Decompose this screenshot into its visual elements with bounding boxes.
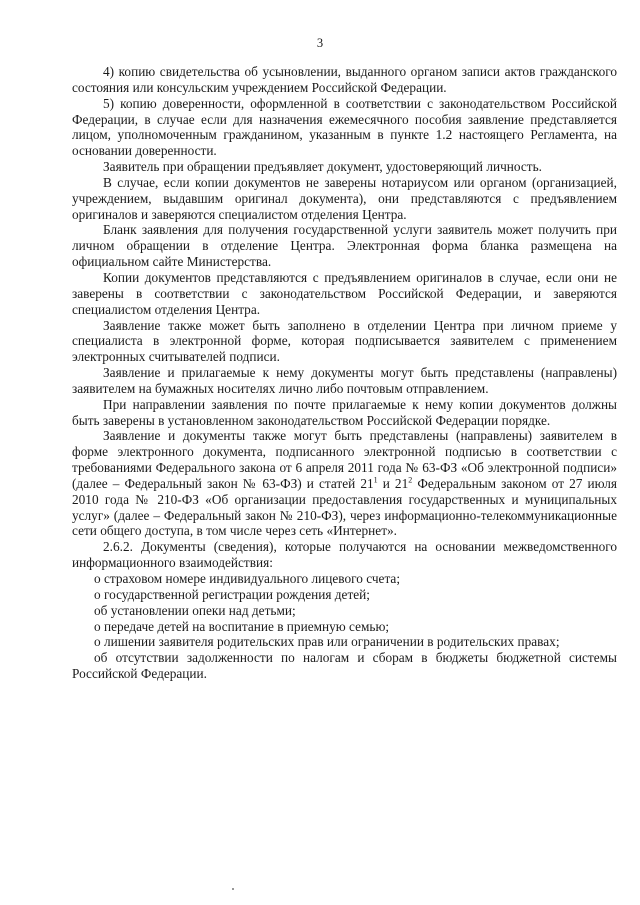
- superscript-2: 2: [408, 475, 413, 485]
- list-item-tax-debts: об отсутствии задолженности по налогам и сборам в бюджеты бюджетной системы Российской Федерации.: [72, 650, 617, 682]
- list-item-birth-registration: о государственной регистрации рождения детей;: [94, 586, 370, 602]
- section-2-6-2-heading: 2.6.2. Документы (сведения), которые получаются на основании межведомственного информационного взаимодействия:: [72, 539, 617, 571]
- paragraph-identity-document: Заявитель при обращении предъявляет документ, удостоверяющий личность.: [103, 159, 542, 175]
- paragraph-electronic-document: [72, 428, 617, 539]
- document-body: [72, 64, 617, 682]
- page-number: 3: [316, 36, 324, 50]
- paragraph-paper-submission: Заявление и прилагаемые к нему документы могут быть представлены (направлены) заявителем на бумажных носителях лично либо почтовым отправлением.: [72, 365, 617, 396]
- list-item-guardianship: об установлении опеки над детьми;: [94, 602, 296, 618]
- paragraph-power-of-attorney: 5) копию доверенности, оформленной в соответствии с законодательством Российской Федерации, в случае если для назначения ежемесячного пособия заявление представляется лицом, уполномоченным гражданином, указанным в пункте 1.2 настоящего Регламента, на основании доверенности.: [72, 95, 617, 159]
- paragraph-postal-submission: При направлении заявления по почте прилагаемые к нему копии документов должны быть заверены в установленном законодательством Российской Федерации порядке.: [72, 396, 617, 428]
- electronic-text-part1: Заявление и документы также могут быть представлены (направлены) заявителем в форме электронного документа, подписанного электронной подписью в соответствии с требованиями Федерального закона от 6 апреля 2011 года № 63-ФЗ «Об электронной подписи» (далее – Федеральный закон № 63-ФЗ) и статей 21: [72, 428, 617, 491]
- paragraph-copies-certification: В случае, если копии документов не заверены нотариусом или органом (организацией, учреждением, выдавшим оригинал документа), они представляются с предъявлением оригиналов и заверяются специалистом отделения Центра.: [72, 174, 617, 222]
- list-item-foster-family: о передаче детей на воспитание в приемную семью;: [94, 618, 390, 634]
- paragraph-copies-originals: Копии документов представляются с предъявлением оригиналов в случае, если они не заверены в соответствии с законодательством Российской Федерации, и заверяются специалистом отделения Центра.: [72, 269, 617, 317]
- list-item-insurance-number: о страховом номере индивидуального лицевого счета;: [94, 571, 401, 586]
- superscript-1: 1: [373, 475, 378, 485]
- scan-speck: [232, 888, 234, 890]
- list-item-parental-rights: о лишении заявителя родительских прав или ограничении в родительских правах;: [94, 634, 560, 650]
- electronic-text-part2: и 21: [377, 475, 409, 491]
- paragraph-adoption-certificate: 4) копию свидетельства об усыновлении, выданного органом записи актов гражданского состояния или консульским учреждением Российской Федерации.: [72, 64, 617, 95]
- paragraph-application-form: Бланк заявления для получения государственной услуги заявитель может получить при личном обращении в отделение Центра. Электронная форма бланка размещена на официальном сайте Министерства.: [72, 222, 617, 270]
- paragraph-electronic-form-at-center: Заявление также может быть заполнено в отделении Центра при личном приеме у специалиста в электронной форме, которая подписывается заявителем с применением электронных считывателей подписи.: [72, 317, 617, 365]
- electronic-text-part3: Федеральным законом от 27 июля 2010 года № 210-ФЗ «Об организации предоставления государственных и муниципальных услуг» (далее – Федеральный закон № 210-ФЗ), через информационно-телекоммуникационные сети общего доступа, в том числе через сеть «Интернет».: [72, 475, 617, 539]
